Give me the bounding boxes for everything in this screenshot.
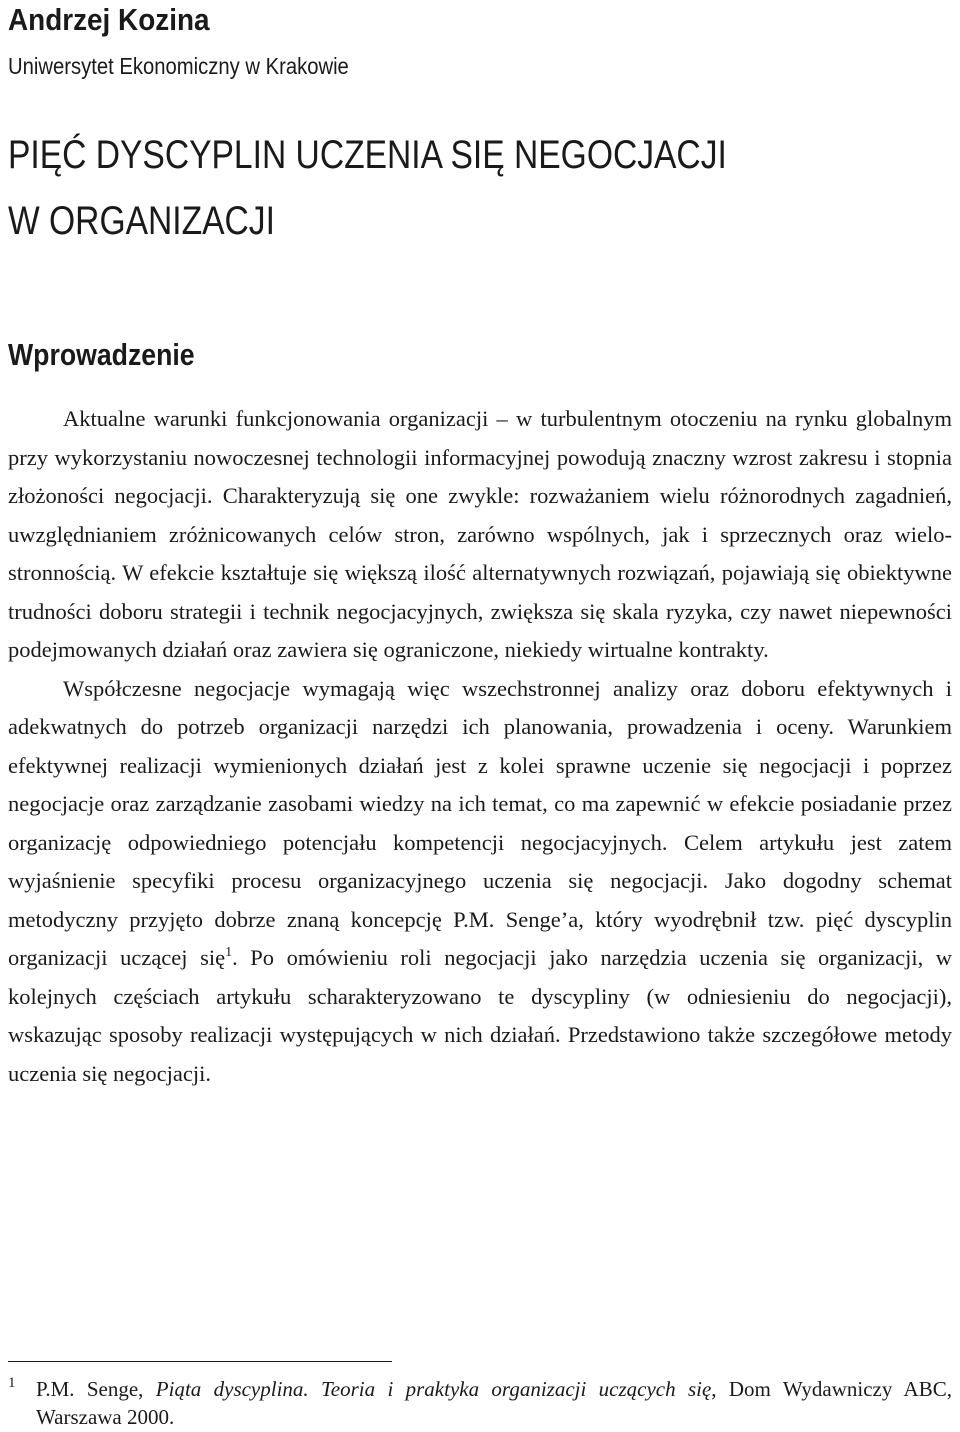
document-page (8, 0, 952, 1432)
paper-title (8, 122, 727, 254)
paragraph-1: Aktualne warunki funkcjonowania organizacji – w turbulentnym otoczeniu na rynku globalnym przy wykorzystaniu nowoczesnej technologii informacyjnej powodują znaczny wzrost zakresu i stopnia złożoności negocjacji. Charakteryzują się one zwykle: rozważaniem wielu różnorodnych zagadnień, uwzględnianiem zróżnicowanych celów stron, zarówno wspólnych, jak i sprzecznych oraz wielostronnością. W efekcie kształtuje się większą ilość alternatywnych rozwiązań, pojawiają się obiektywne trudności doboru strategii i technik negocjacyjnych, zwiększa się skala ryzyka, czy nawet niepewności podejmowanych działań oraz zawiera się ograniczone, niekiedy wirtualne kontrakty. (8, 406, 952, 662)
footnote-publisher: , Dom Wydawniczy ABC, Warszawa 2000. (36, 1377, 952, 1429)
footnote-divider (8, 1361, 392, 1362)
footnote-number: 1 (8, 1375, 16, 1391)
paragraph-2-text-start: Współczesne negocjacje wymagają więc wszechstronnej analizy oraz doboru efektywnych i adekwatnych do potrzeb organizacji narzędzi ich planowania, prowadzenia i oceny. Warunkiem efektywnej realizacji wymienionych działań jest z kolei sprawne uczenie się negocjacji i poprzez negocjacje oraz zarządzanie zasobami wiedzy na ich temat, co ma zapewnić w efekcie posiadanie przez organizację odpowiedniego potencjału kompetencji negocjacyjnych. Celem artykułu jest zatem wyjaśnienie specyfiki procesu organizacyjnego uczenia się negocjacji. Jako dogodny schemat metodyczny przyjęto dobrze znaną koncepcję P.M. Senge’a, który wyodrębnił tzw. pięć dyscyplin organizacji uczącej się (8, 675, 952, 970)
footnote (8, 1375, 952, 1431)
author-affiliation: Uniwersytet Ekonomiczny w Krakowie (8, 53, 349, 79)
body-text (8, 400, 952, 1093)
paragraph-2-text-end: . Po omówieniu roli negocjacji jako narzędzia uczenia się organizacji, w kolejnych częściach artykułu scharakteryzowano te dyscypliny (w odniesieniu do negocjacji), wskazując sposoby realizacji występujących w nich działań. Przedstawiono także szczegółowe metody uczenia się negocjacji. (8, 945, 953, 1086)
footnote-book-title: Piąta dyscyplina. Teoria i praktyka organizacji uczących się (155, 1377, 712, 1401)
footnote-author: P.M. Senge, (36, 1377, 156, 1401)
paper-title-line-1: PIĘĆ DYSCYPLIN UCZENIA SIĘ NEGOCJACJI (8, 133, 727, 177)
footnote-body (36, 1375, 952, 1431)
footnote-reference[interactable]: 1 (225, 945, 233, 960)
section-heading: Wprowadzenie (8, 337, 195, 372)
paper-title-line-2: W ORGANIZACJI (8, 199, 275, 243)
paragraph-2 (8, 670, 952, 1094)
author-name: Andrzej Kozina (8, 2, 210, 37)
